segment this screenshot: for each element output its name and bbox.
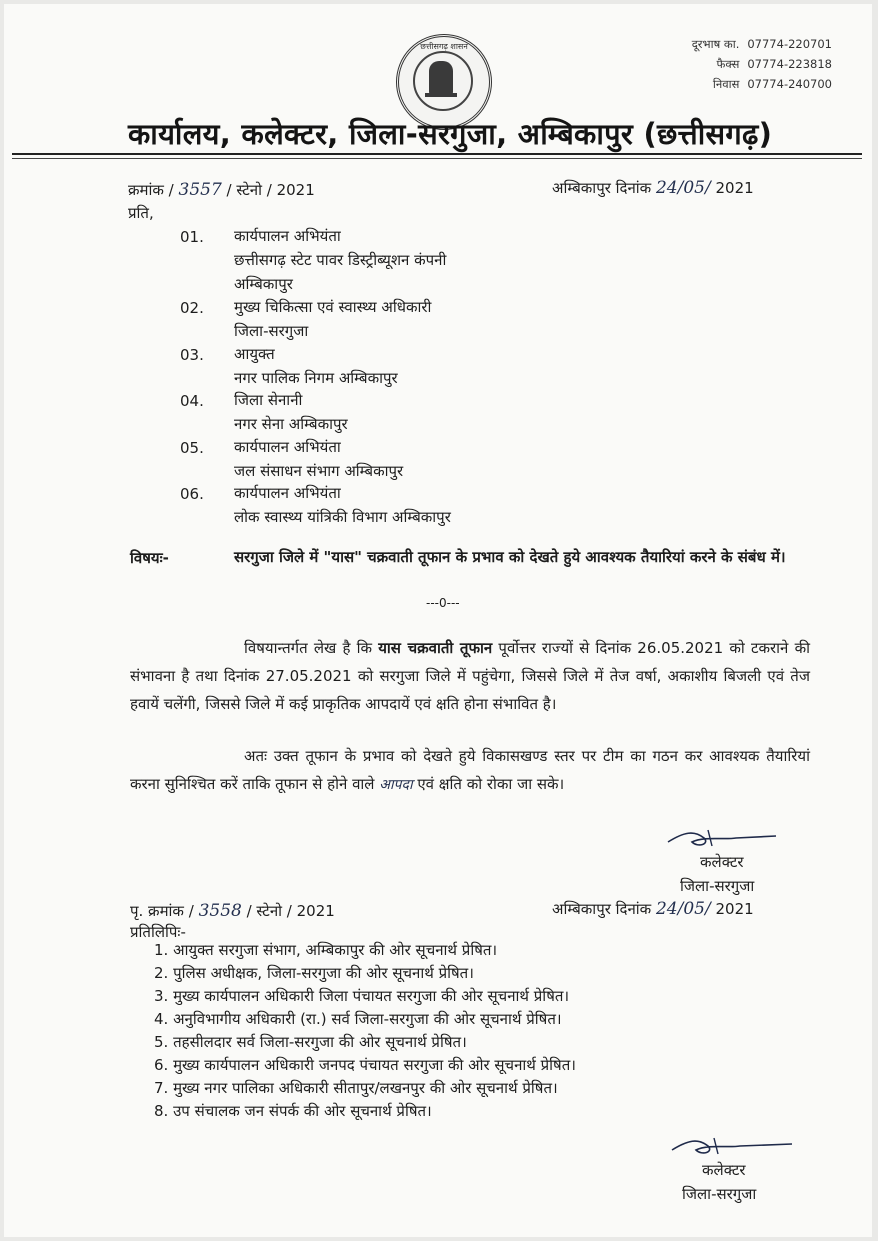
copy-list <box>154 939 576 1123</box>
copy-item: 8. उप संचालक जन संपर्क की ओर सूचनार्थ प्रेषित। <box>154 1102 432 1120</box>
recipient-line: आयुक्त <box>234 345 275 363</box>
handwritten-insertion: आपदा <box>379 777 413 793</box>
contact-block <box>692 34 832 94</box>
recipient-number: 03. <box>180 346 204 364</box>
contact-fax: फैक्स 07774-223818 <box>716 57 832 71</box>
signature-2-icon <box>668 1134 798 1160</box>
reference-date: अम्बिकापुर दिनांक 24/05/ 2021 <box>552 178 754 198</box>
copy-item: 5. तहसीलदार सर्व जिला-सरगुजा की ओर सूचनार्थ प्रेषित। <box>154 1033 467 1051</box>
recipient-line: कार्यपालन अभियंता <box>234 484 341 502</box>
handwritten-copy-number: 3558 <box>198 901 242 921</box>
signature-1-designation: कलेक्टर <box>700 853 744 871</box>
emblem-text: छत्तीसगढ़ शासन <box>420 42 468 51</box>
to-label: प्रति, <box>128 204 154 222</box>
copy-item: 2. पुलिस अधीक्षक, जिला-सरगुजा की ओर सूचनार्थ प्रेषित। <box>154 964 474 982</box>
copy-reference-number: पृ. क्रमांक / 3558 / स्टेनो / 2021 <box>130 901 335 921</box>
recipient-number: 01. <box>180 228 204 246</box>
handwritten-copy-date: 24/05/ <box>655 899 711 919</box>
header-rule-thin <box>12 158 862 159</box>
recipient-line: कार्यपालन अभियंता <box>234 227 341 245</box>
copy-item: 3. मुख्य कार्यपालन अधिकारी जिला पंचायत सरगुजा की ओर सूचनार्थ प्रेषित। <box>154 987 570 1005</box>
copy-item: 7. मुख्य नगर पालिका अधिकारी सीतापुर/लखनपुर की ओर सूचनार्थ प्रेषित। <box>154 1079 558 1097</box>
recipient-line: कार्यपालन अभियंता <box>234 438 341 456</box>
body-paragraph-2: अतः उक्त तूफान के प्रभाव को देखते हुये विकासखण्ड स्तर पर टीम का गठन कर आवश्यक तैयारियां करना सुनिश्चित करें ताकि तूफान से होने वाले आपदा एवं क्षति को रोका जा सके। <box>130 747 810 793</box>
storm-name: यास चक्रवाती तूफान <box>378 639 493 657</box>
recipient-number: 05. <box>180 439 204 457</box>
recipient-line: नगर पालिक निगम अम्बिकापुर <box>234 369 398 387</box>
emblem-base-icon <box>425 93 457 97</box>
copy-reference-date: अम्बिकापुर दिनांक 24/05/ 2021 <box>552 899 754 919</box>
handwritten-ref-number: 3557 <box>178 180 222 200</box>
recipient-number: 04. <box>180 392 204 410</box>
copy-label: प्रतिलिपिः- <box>130 923 186 941</box>
body-paragraph-1: विषयान्तर्गत लेख है कि यास चक्रवाती तूफान पूर्वोत्तर राज्यों से दिनांक 26.05.2021 को टकराने की संभावना है तथा दिनांक 27.05.2021 को सरगुजा जिले में पहुंचेगा, जिससे जिले में तेज वर्षा, अकाशीय बिजली एवं तेज हवायें चलेंगी, जिससे जिले में कई प्राकृतिक आपदायें एवं क्षति होना संभावित है। <box>130 639 810 713</box>
header-rule <box>12 153 862 155</box>
recipient-line: मुख्य चिकित्सा एवं स्वास्थ्य अधिकारी <box>234 298 432 316</box>
recipient-line: जल संसाधन संभाग अम्बिकापुर <box>234 462 404 480</box>
signature-1-icon <box>664 826 784 852</box>
contact-residence: निवास 07774-240700 <box>712 77 832 91</box>
recipient-line: नगर सेना अम्बिकापुर <box>234 415 348 433</box>
subject-label: विषयः- <box>130 549 169 567</box>
copy-item: 4. अनुविभागीय अधिकारी (रा.) सर्व जिला-सरगुजा की ओर सूचनार्थ प्रेषित। <box>154 1010 562 1028</box>
signature-2-designation: कलेक्टर <box>702 1161 746 1179</box>
reference-number: क्रमांक / 3557 / स्टेनो / 2021 <box>128 180 315 200</box>
signature-1-district: जिला-सरगुजा <box>680 877 755 895</box>
contact-phone: दूरभाष का. 07774-220701 <box>691 37 832 51</box>
office-title: कार्यालय, कलेक्टर, जिला-सरगुजा, अम्बिकापुर (छत्तीसगढ़) <box>128 117 773 151</box>
recipient-line: लोक स्वास्थ्य यांत्रिकी विभाग अम्बिकापुर <box>234 508 451 526</box>
handwritten-date: 24/05/ <box>655 178 711 198</box>
subject-separator: ---0--- <box>426 596 460 610</box>
recipient-line: जिला सेनानी <box>234 391 303 409</box>
signature-2-district: जिला-सरगुजा <box>682 1185 757 1203</box>
recipient-number: 02. <box>180 299 204 317</box>
copy-item: 1. आयुक्त सरगुजा संभाग, अम्बिकापुर की ओर सूचनार्थ प्रेषित। <box>154 941 498 959</box>
recipient-line: अम्बिकापुर <box>234 275 293 293</box>
subject-text: सरगुजा जिले में "यास" चक्रवाती तूफान के प्रभाव को देखते हुये आवश्यक तैयारियां करने के संबंध में। <box>234 548 786 566</box>
letter-page <box>4 4 872 1237</box>
recipient-line: छत्तीसगढ़ स्टेट पावर डिस्ट्रीब्यूशन कंपनी <box>234 251 447 269</box>
copy-item: 6. मुख्य कार्यपालन अधिकारी जनपद पंचायत सरगुजा की ओर सूचनार्थ प्रेषित। <box>154 1056 576 1074</box>
recipient-line: जिला-सरगुजा <box>234 322 309 340</box>
recipient-number: 06. <box>180 485 204 503</box>
lion-capital-icon <box>429 61 453 95</box>
